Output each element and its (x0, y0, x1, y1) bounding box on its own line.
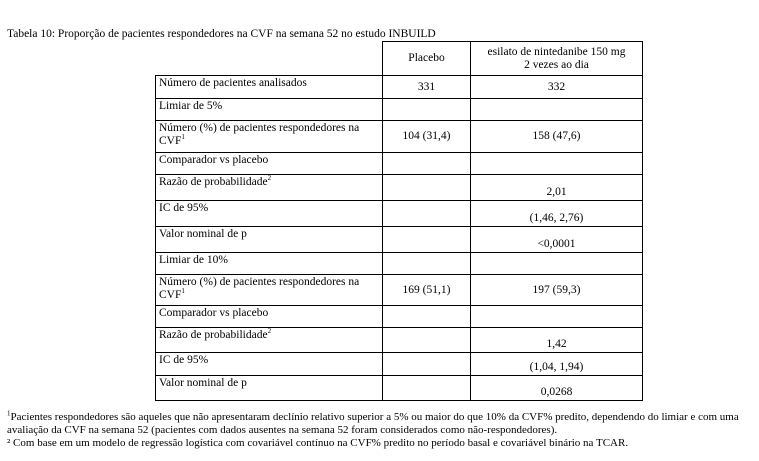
placebo-value: 331 (383, 76, 471, 99)
table-row-comparator10 (156, 306, 643, 328)
row-label (156, 175, 383, 201)
table-row-analysed (156, 76, 643, 99)
placebo-empty (383, 153, 471, 175)
nintedanib-value: 2,01 (471, 175, 643, 201)
nintedanib-value: 197 (59,3) (471, 275, 643, 306)
footnote-marker: 1 (181, 133, 185, 142)
nintedanib-value: (1,04, 1,94) (471, 353, 643, 376)
row-label (156, 328, 383, 353)
row-label (156, 275, 383, 306)
footnote-1-marker: 1 (7, 409, 11, 418)
row-label: Valor nominal de p (156, 227, 383, 253)
footnote-marker: 2 (267, 327, 272, 336)
nintedanib-empty (471, 253, 643, 275)
table-row-pvalue10 (156, 376, 643, 401)
footnote-1-text: Pacientes respondedores são aqueles que não apresentaram declínio relativo superior a 5% ou maior do que 10% da CVF% predito, dependendo do limiar e com uma avaliação da CVF na semana 52 (pacientes com dados ausentes na semana 52 foram considerados como não-respondedores). (7, 411, 739, 436)
placebo-empty (383, 99, 471, 121)
row-label-text: Número (%) de pacientes respondedores na CVF (159, 122, 360, 147)
table-row-pvalue5 (156, 227, 643, 253)
nintedanib-value: 158 (47,6) (471, 121, 643, 153)
nintedanib-value: 0,0268 (471, 376, 643, 401)
row-label: Valor nominal de p (156, 376, 383, 401)
placebo-empty (383, 328, 471, 353)
table-row-comparator5 (156, 153, 643, 175)
header-empty-cell (156, 42, 383, 76)
nintedanib-value: 1,42 (471, 328, 643, 353)
header-nintedanib-line2: 2 vezes ao dia (524, 58, 589, 71)
placebo-empty (383, 253, 471, 275)
footnote-1 (7, 411, 755, 437)
table-row-responders10 (156, 275, 643, 306)
row-label: Comparador vs placebo (156, 306, 383, 328)
nintedanib-empty (471, 153, 643, 175)
header-nintedanib-line1: esilato de nintedanibe 150 mg (487, 45, 626, 58)
row-label: IC de 95% (156, 201, 383, 227)
header-nintedanib (471, 42, 643, 76)
table-row-responders5 (156, 121, 643, 153)
placebo-empty (383, 353, 471, 376)
nintedanib-empty (471, 99, 643, 121)
placebo-empty (383, 376, 471, 401)
nintedanib-value: 332 (471, 76, 643, 99)
placebo-empty (383, 227, 471, 253)
table-row-threshold5 (156, 99, 643, 121)
footnote-marker: 1 (181, 287, 185, 296)
row-label: Comparador vs placebo (156, 153, 383, 175)
row-label-text: Razão de probabilidade (159, 176, 268, 188)
row-label-text: Número (%) de pacientes respondedores na CVF (159, 276, 360, 301)
row-label (156, 121, 383, 153)
row-label-text: Razão de probabilidade (159, 329, 268, 341)
row-label: Limiar de 5% (156, 99, 383, 121)
placebo-value: 169 (51,1) (383, 275, 471, 306)
nintedanib-value: (1,46, 2,76) (471, 201, 643, 227)
table-row-oddsratio5 (156, 175, 643, 201)
responders-table (155, 41, 643, 401)
table-row-oddsratio10 (156, 328, 643, 353)
row-label: Limiar de 10% (156, 253, 383, 275)
footnote-marker: 2 (267, 174, 272, 183)
table-row-threshold10 (156, 253, 643, 275)
table-caption: Tabela 10: Proporção de pacientes respondedores na CVF na semana 52 no estudo INBUILD (7, 28, 436, 40)
nintedanib-empty (471, 306, 643, 328)
placebo-empty (383, 306, 471, 328)
table-row-ci5 (156, 201, 643, 227)
footnotes (7, 411, 755, 450)
row-label: IC de 95% (156, 353, 383, 376)
placebo-empty (383, 201, 471, 227)
header-placebo: Placebo (383, 42, 471, 76)
row-label: Número de pacientes analisados (156, 76, 383, 99)
placebo-value: 104 (31,4) (383, 121, 471, 153)
table-header-row (156, 42, 643, 76)
table-row-ci10 (156, 353, 643, 376)
footnote-2: ² Com base em um modelo de regressão logística com covariável contínuo na CVF% predito no período basal e covariável binário na TCAR. (7, 437, 629, 449)
nintedanib-value: <0,0001 (471, 227, 643, 253)
placebo-empty (383, 175, 471, 201)
